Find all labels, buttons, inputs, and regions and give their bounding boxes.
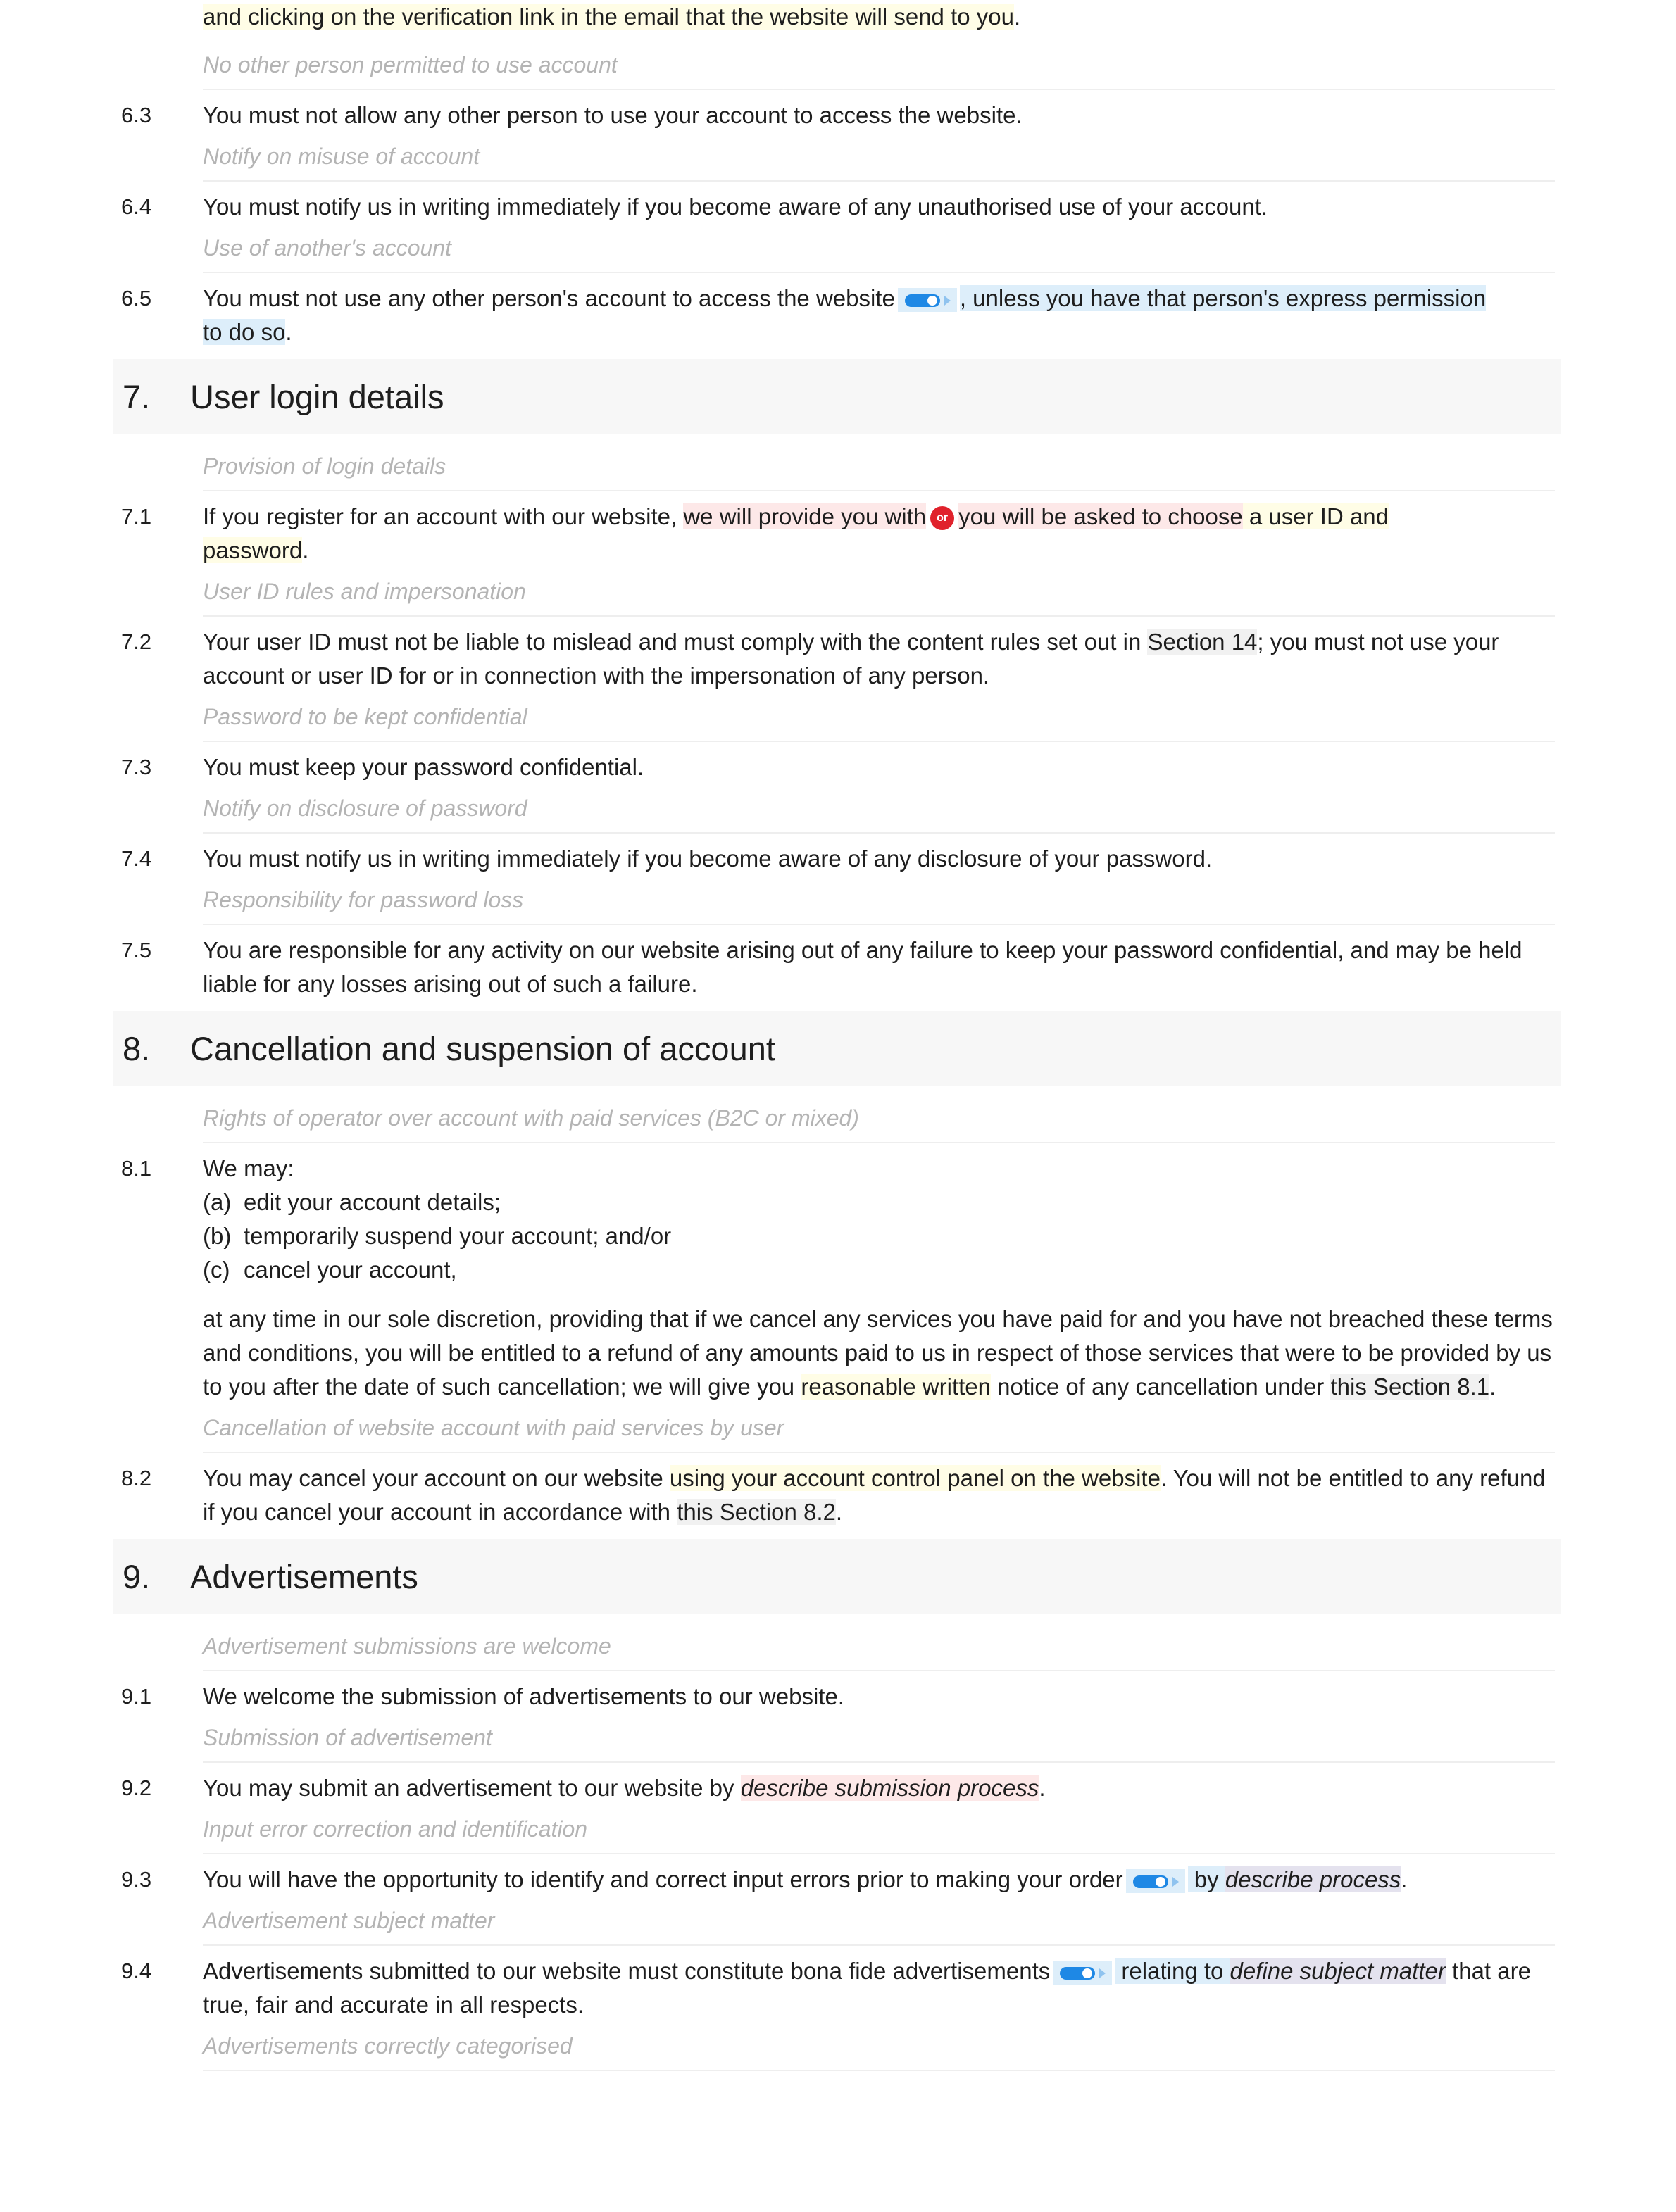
option-text[interactable]: password: [203, 537, 303, 563]
clause-caption: Use of another's account: [203, 224, 1555, 273]
option-text[interactable]: we will provide you with: [683, 503, 927, 529]
clause-7-2: [0, 625, 1676, 693]
clause-caption: Input error correction and identification: [203, 1805, 1555, 1854]
option-text[interactable]: and clicking on the verification link in the email that the website will send to you: [203, 4, 1014, 30]
cross-reference-link[interactable]: Section 14: [1147, 629, 1258, 655]
clause-8-2: [0, 1462, 1676, 1529]
clause-6-4: [0, 190, 1676, 224]
cross-reference-link[interactable]: this Section 8.2: [677, 1499, 836, 1525]
clause-number: [0, 0, 203, 34]
clause-caption: Password to be kept confidential: [203, 693, 1555, 742]
clause-number: 7.5: [121, 938, 152, 962]
section-heading: [113, 1539, 1561, 1614]
list-item: (c) cancel your account,: [203, 1257, 457, 1283]
clause-text: You are responsible for any activity on our website arising out of any failure to keep your password confidential, and may be held liable for any losses arising out of such a failure.: [203, 937, 1522, 997]
section-title: Cancellation and suspension of account: [190, 1029, 775, 1067]
option-text[interactable]: you will be asked to choose: [958, 503, 1243, 529]
clause-text: Advertisements submitted to our website must constitute bona fide advertisements relating to define subject matter that are true, fair and accurate in all respects.: [203, 1958, 1531, 2018]
placeholder-field[interactable]: describe submission process: [740, 1775, 1039, 1801]
option-text[interactable]: reasonable written: [801, 1374, 991, 1400]
clause-caption: Rights of operator over account with paid services (B2C or mixed): [203, 1094, 1555, 1143]
clause-caption: Provision of login details: [203, 442, 1555, 491]
clause-caption: Advertisement submissions are welcome: [203, 1622, 1555, 1671]
clause-7-1: [0, 500, 1676, 567]
clause-caption: Cancellation of website account with paid services by user: [203, 1404, 1555, 1453]
clause-caption: Advertisements correctly categorised: [203, 2022, 1555, 2071]
clause-number: 9.1: [121, 1684, 152, 1709]
clause-text: Your user ID must not be liable to mislead and must comply with the content rules set out in Section 14; you must not use your account or user ID for or in connection with the impersonation of any person.: [203, 629, 1499, 689]
placeholder-field[interactable]: describe process: [1225, 1866, 1401, 1892]
clause-number: 9.4: [121, 1959, 152, 1983]
option-text[interactable]: using your account control panel on the website: [669, 1465, 1161, 1491]
clause-number: 7.4: [121, 846, 152, 871]
clause-caption: User ID rules and impersonation: [203, 567, 1555, 617]
option-toggle-icon[interactable]: [1126, 1869, 1185, 1893]
clause-text: We welcome the submission of advertisements to our website.: [203, 1683, 844, 1709]
placeholder-field[interactable]: define subject matter: [1230, 1958, 1446, 1984]
clause-number: 7.3: [121, 755, 152, 779]
clause-number: 7.1: [121, 504, 152, 529]
clause-text: We may: (a) edit your account details; (b) temporarily suspend your account; and/or (c) cancel your account, at any time in our sole discretion, providing that if we cancel any services you have paid for and you have not breached these terms and conditions, you will be entitled to a refund of any amounts paid to us in respect of those services that were to be provided by us to you after the date of such cancellation; we will give you reasonable written notice of any cancellation under this Section 8.1.: [203, 1152, 1558, 1404]
optional-text[interactable]: to do so: [203, 319, 286, 345]
clause-8-1: [0, 1152, 1676, 1404]
option-toggle-icon[interactable]: [898, 288, 957, 312]
clause-caption: No other person permitted to use account: [203, 41, 1555, 90]
section-number: 9.: [123, 1557, 151, 1595]
clause-7-5: [0, 934, 1676, 1001]
cross-reference-link[interactable]: this Section 8.1: [1330, 1374, 1490, 1400]
clause-text: You will have the opportunity to identify and correct input errors prior to making your order by describe process.: [203, 1866, 1408, 1892]
clause-text: If you register for an account with our website, we will provide you with or you will be asked to choose a user ID and password.: [203, 503, 1389, 563]
clause-number: 9.3: [121, 1867, 152, 1892]
clause-6-5: [0, 282, 1676, 349]
clause-number: 7.2: [121, 629, 152, 654]
clause-9-4: [0, 1954, 1676, 2022]
clause-text: You must keep your password confidential.: [203, 754, 644, 780]
section-number: 7.: [123, 377, 151, 415]
clause-text: You may cancel your account on our website using your account control panel on the website. You will not be entitled to any refund if you cancel your account in accordance with this Section 8.2.: [203, 1465, 1546, 1525]
clause-caption: Submission of advertisement: [203, 1714, 1555, 1763]
section-heading: [113, 359, 1561, 434]
clause-caption: Notify on disclosure of password: [203, 784, 1555, 834]
option-toggle-icon[interactable]: [1053, 1961, 1112, 1985]
or-icon[interactable]: or: [930, 506, 954, 530]
clause-number: 6.4: [121, 194, 152, 219]
section-number: 8.: [123, 1029, 151, 1067]
section-title: Advertisements: [190, 1557, 418, 1595]
clause-text: You must notify us in writing immediately if you become aware of any unauthorised use of your account.: [203, 194, 1268, 220]
clause-text: You must not allow any other person to use your account to access the website.: [203, 102, 1023, 128]
clause-9-2: [0, 1771, 1676, 1805]
list-item: (a) edit your account details;: [203, 1189, 501, 1215]
list-item: (b) temporarily suspend your account; and/or: [203, 1223, 672, 1249]
optional-text[interactable]: by: [1187, 1866, 1225, 1892]
clause-text: You must notify us in writing immediately if you become aware of any disclosure of your password.: [203, 846, 1213, 872]
optional-text[interactable]: , unless you have that person's express permission: [959, 285, 1487, 311]
clause-caption: Advertisement subject matter: [203, 1897, 1555, 1946]
clause-number: 9.2: [121, 1776, 152, 1800]
option-text[interactable]: a user ID and: [1242, 503, 1389, 529]
intro-clause: and clicking on the verification link in the email that the website will send to you.: [0, 0, 1676, 34]
clause-number: 6.5: [121, 286, 152, 310]
clause-7-4: [0, 842, 1676, 876]
clause-9-3: [0, 1863, 1676, 1897]
clause-number: 6.3: [121, 103, 152, 127]
clause-text: You may submit an advertisement to our website by describe submission process.: [203, 1775, 1046, 1801]
section-title: User login details: [190, 377, 444, 415]
clause-7-3: [0, 750, 1676, 784]
clause-caption: Notify on misuse of account: [203, 132, 1555, 182]
section-heading: [113, 1011, 1561, 1086]
clause-number: 8.2: [121, 1466, 152, 1490]
clause-text: You must not use any other person's account to access the website , unless you have that person's express permission to do so.: [203, 285, 1487, 345]
optional-text[interactable]: relating to: [1115, 1958, 1230, 1984]
clause-9-1: [0, 1680, 1676, 1714]
clause-6-3: [0, 99, 1676, 132]
clause-caption: Responsibility for password loss: [203, 876, 1555, 925]
clause-number: 8.1: [121, 1156, 152, 1181]
